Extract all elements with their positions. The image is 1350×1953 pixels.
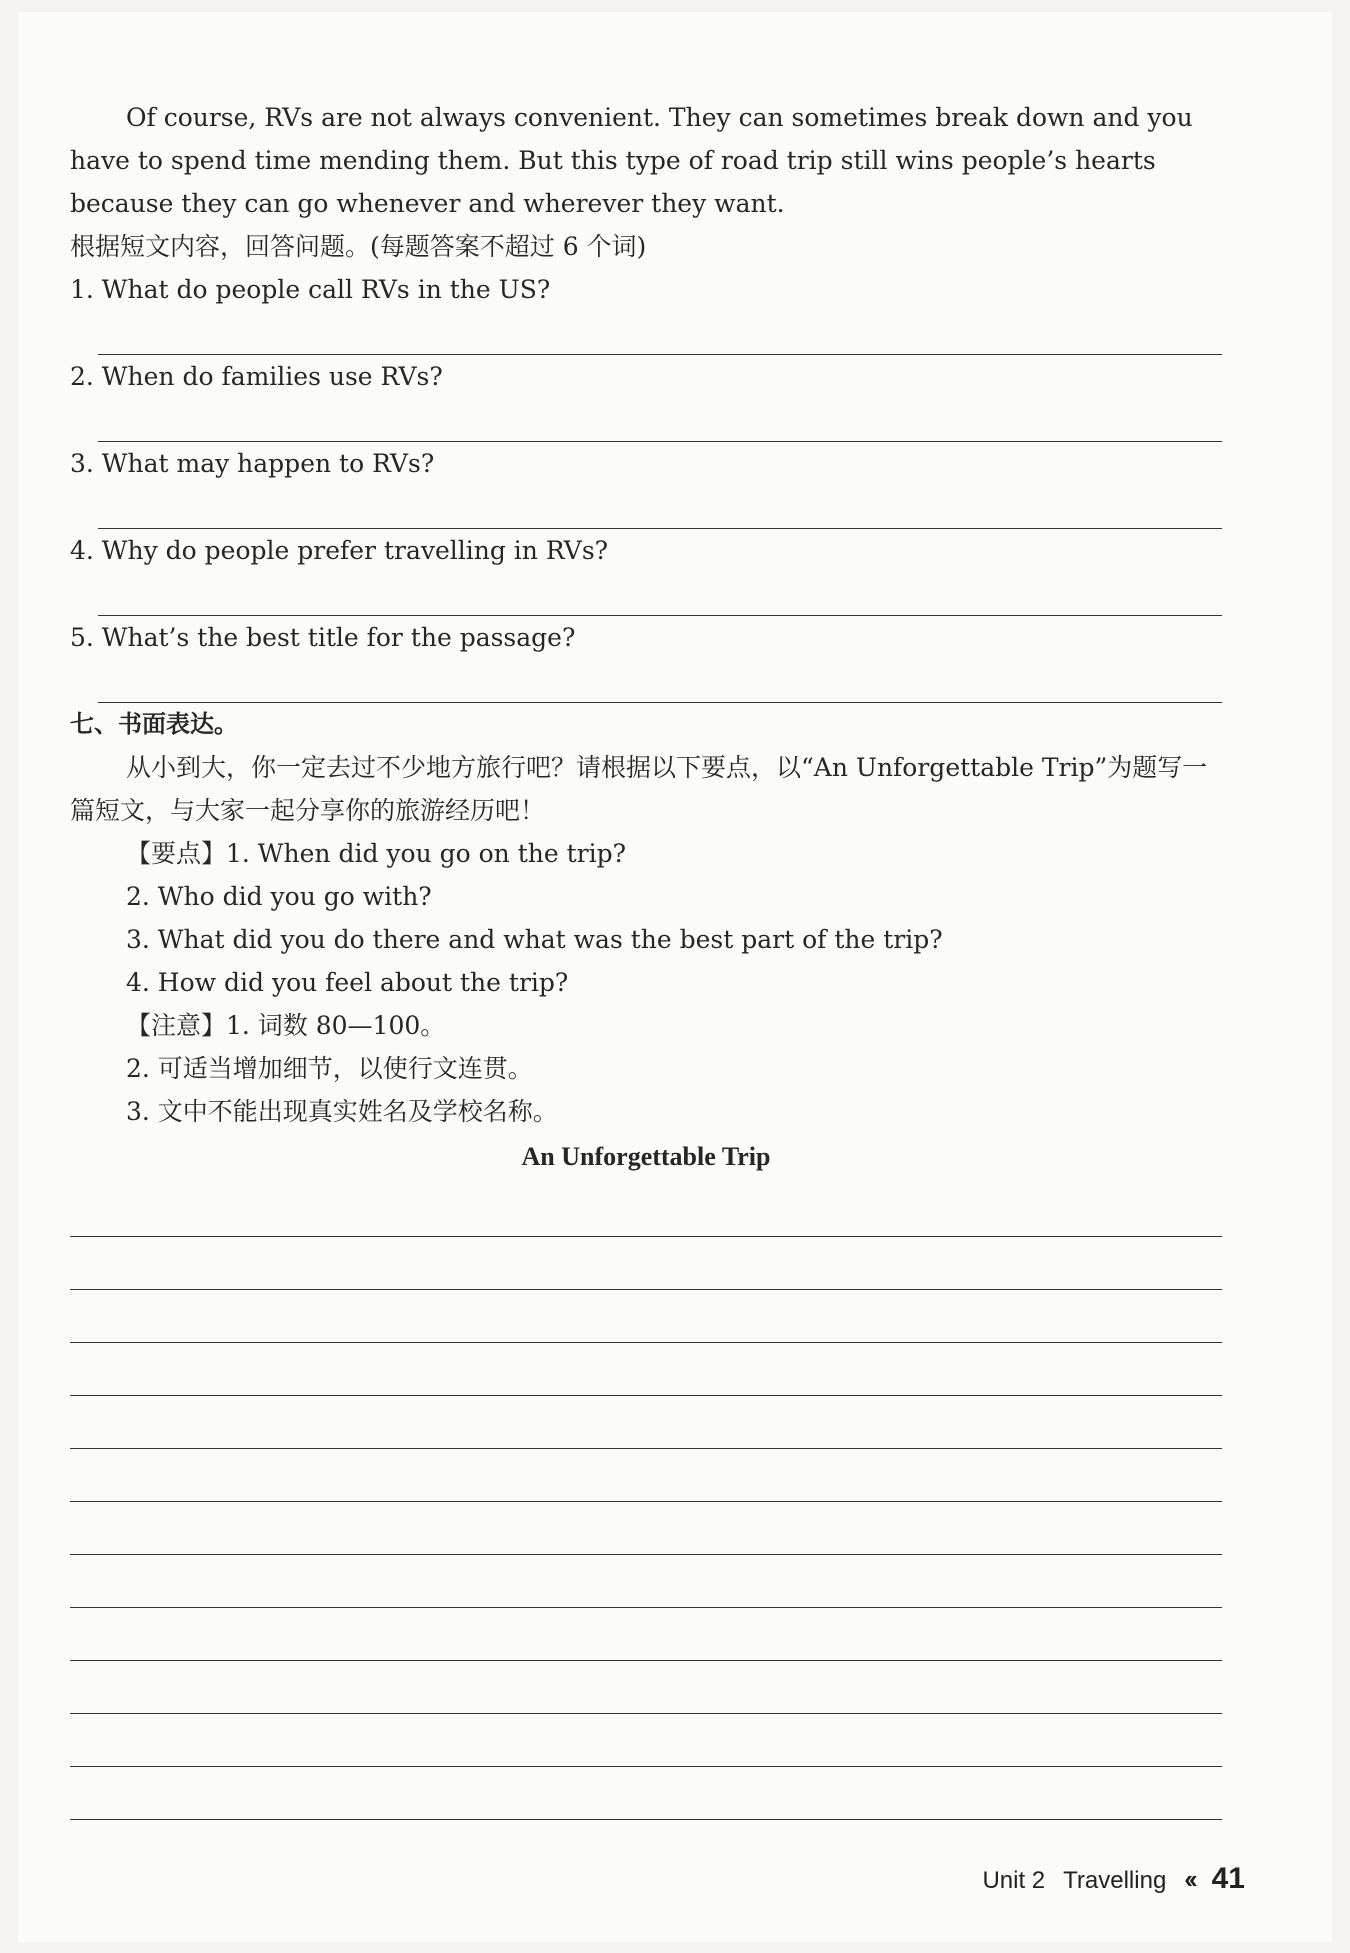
key-point-3: 3. What did you do there and what was the best part of the trip? — [126, 925, 943, 954]
writing-line[interactable] — [70, 1290, 1222, 1343]
note-1: 【注意】1. 词数 80—100。 — [126, 1011, 446, 1040]
answer-line-3[interactable] — [98, 485, 1222, 529]
worksheet-content — [70, 96, 1222, 1820]
note-2: 2. 可适当增加细节，以使行文连贯。 — [126, 1054, 533, 1083]
question-3: 3. What may happen to RVs? — [70, 449, 435, 478]
writing-line[interactable] — [70, 1608, 1222, 1661]
key-point-4: 4. How did you feel about the trip? — [126, 968, 569, 997]
answer-line-1[interactable] — [98, 311, 1222, 355]
question-2: 2. When do families use RVs? — [70, 362, 443, 391]
double-chevron-left-icon: ‹‹ — [1184, 1864, 1194, 1894]
writing-section-title: 七、书面表达。 — [70, 710, 238, 738]
writing-line[interactable] — [70, 1237, 1222, 1290]
footer-unit: Unit 2 — [982, 1867, 1046, 1894]
writing-lines — [70, 1184, 1222, 1820]
writing-line[interactable] — [70, 1502, 1222, 1555]
writing-line[interactable] — [70, 1396, 1222, 1449]
question-1: 1. What do people call RVs in the US? — [70, 275, 551, 304]
key-point-1: 【要点】1. When did you go on the trip? — [126, 839, 627, 868]
question-5: 5. What’s the best title for the passage? — [70, 623, 576, 652]
answer-line-5[interactable] — [98, 659, 1222, 703]
page-number: 41 — [1211, 1862, 1245, 1895]
key-point-2: 2. Who did you go with? — [126, 882, 432, 911]
writing-line[interactable] — [70, 1714, 1222, 1767]
writing-line[interactable] — [70, 1555, 1222, 1608]
writing-line[interactable] — [70, 1767, 1222, 1820]
writing-line[interactable] — [70, 1343, 1222, 1396]
writing-line[interactable] — [70, 1449, 1222, 1502]
essay-title: An Unforgettable Trip — [521, 1142, 771, 1171]
footer-topic: Travelling — [1063, 1867, 1167, 1894]
answer-line-4[interactable] — [98, 572, 1222, 616]
writing-line[interactable] — [70, 1661, 1222, 1714]
note-3: 3. 文中不能出现真实姓名及学校名称。 — [126, 1097, 558, 1126]
passage-paragraph: Of course, RVs are not always convenient. They can sometimes break down and you have to spend time mending them. But this type of road trip still wins people’s hearts because they can go whenever and wherever they want. — [70, 103, 1193, 218]
question-4: 4. Why do people prefer travelling in RVs? — [70, 536, 609, 565]
page-footer — [982, 1862, 1245, 1896]
writing-prompt: 从小到大，你一定去过不少地方旅行吧？请根据以下要点，以“An Unforgettable Trip”为题写一篇短文，与大家一起分享你的旅游经历吧！ — [70, 753, 1208, 825]
writing-line[interactable] — [70, 1184, 1222, 1237]
answer-line-2[interactable] — [98, 398, 1222, 442]
qa-instruction: 根据短文内容，回答问题。(每题答案不超过 6 个词) — [70, 232, 647, 261]
